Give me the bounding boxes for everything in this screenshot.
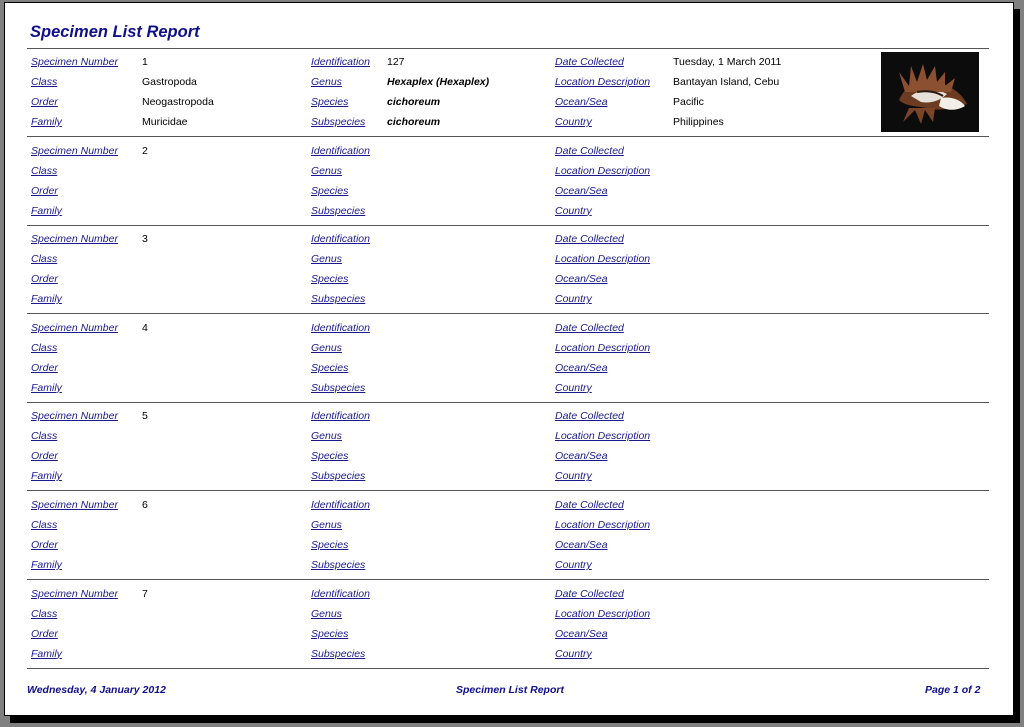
specimen-number-value: 7 [142, 587, 148, 600]
specimen-record [5, 227, 1013, 315]
order-label[interactable]: Order [31, 273, 58, 286]
specimen-number-label[interactable]: Specimen Number [31, 410, 118, 423]
family-label[interactable]: Family [31, 293, 62, 306]
identification-label[interactable]: Identification [311, 56, 370, 68]
footer-title: Specimen List Report [456, 684, 564, 696]
country-label[interactable]: Country [555, 470, 592, 483]
location-description-label[interactable]: Location Description [555, 76, 651, 88]
ocean-sea-label[interactable]: Ocean/Sea [555, 361, 608, 374]
specimen-record [5, 316, 1013, 404]
location-description-label[interactable]: Location Description [555, 341, 651, 354]
subspecies-label[interactable]: Subspecies [311, 647, 366, 660]
record-divider [27, 225, 989, 226]
location-description-label[interactable]: Location Description [555, 164, 651, 177]
class-label[interactable]: Class [31, 519, 58, 531]
class-label[interactable]: Class [31, 76, 58, 88]
subspecies-label[interactable]: Subspecies [311, 116, 366, 128]
family-label[interactable]: Family [31, 381, 62, 394]
identification-value: 127 [387, 56, 405, 68]
specimen-number-label[interactable]: Specimen Number [31, 233, 118, 246]
family-label[interactable]: Family [31, 559, 62, 571]
specimen-record [5, 139, 1013, 227]
species-label[interactable]: Species [311, 361, 349, 374]
date-collected-label[interactable]: Date Collected [555, 410, 624, 423]
country-label[interactable]: Country [555, 647, 592, 660]
date-collected-label[interactable]: Date Collected [555, 233, 624, 246]
record-divider [27, 668, 989, 669]
location-description-value: Bantayan Island, Cebu [673, 76, 780, 88]
subspecies-label[interactable]: Subspecies [311, 470, 366, 483]
ocean-sea-value: Pacific [673, 96, 704, 108]
order-label[interactable]: Order [31, 361, 58, 374]
ocean-sea-label[interactable]: Ocean/Sea [555, 450, 608, 463]
specimen-number-value: 2 [142, 144, 148, 157]
location-description-label[interactable]: Location Description [555, 519, 651, 531]
specimen-number-value: 4 [142, 321, 148, 334]
location-description-label[interactable]: Location Description [555, 430, 651, 443]
order-label[interactable]: Order [31, 184, 58, 197]
record-divider [27, 402, 989, 403]
species-label[interactable]: Species [311, 450, 349, 463]
country-label[interactable]: Country [555, 204, 592, 217]
ocean-sea-label[interactable]: Ocean/Sea [555, 539, 608, 551]
genus-label[interactable]: Genus [311, 607, 342, 620]
order-label[interactable]: Order [31, 96, 58, 108]
identification-label[interactable]: Identification [311, 410, 370, 423]
specimen-record [5, 404, 1013, 492]
specimen-number-value: 1 [142, 56, 148, 68]
specimen-record [5, 493, 1013, 581]
class-label[interactable]: Class [31, 164, 58, 177]
specimen-number-label[interactable]: Specimen Number [31, 56, 118, 68]
date-collected-label[interactable]: Date Collected [555, 321, 624, 334]
date-collected-label[interactable]: Date Collected [555, 499, 624, 511]
identification-label[interactable]: Identification [311, 144, 370, 157]
subspecies-label[interactable]: Subspecies [311, 381, 366, 394]
genus-label[interactable]: Genus [311, 76, 342, 88]
report-title: Specimen List Report [30, 23, 200, 41]
species-value: cichoreum [387, 96, 441, 108]
genus-label[interactable]: Genus [311, 341, 342, 354]
record-divider [27, 136, 989, 137]
date-collected-label[interactable]: Date Collected [555, 144, 624, 157]
country-label[interactable]: Country [555, 381, 592, 394]
order-label[interactable]: Order [31, 539, 58, 551]
shell-photo-icon [881, 52, 979, 132]
specimen-record [5, 582, 1013, 670]
footer-page-number: Page 1 of 2 [925, 684, 981, 696]
species-label[interactable]: Species [311, 184, 349, 197]
date-collected-label[interactable]: Date Collected [555, 56, 624, 68]
specimen-number-label[interactable]: Specimen Number [31, 321, 118, 334]
ocean-sea-label[interactable]: Ocean/Sea [555, 627, 608, 640]
ocean-sea-label[interactable]: Ocean/Sea [555, 184, 608, 197]
family-value: Muricidae [142, 116, 188, 128]
record-divider [27, 579, 989, 580]
order-label[interactable]: Order [31, 627, 58, 640]
species-label[interactable]: Species [311, 539, 349, 551]
location-description-label[interactable]: Location Description [555, 607, 651, 620]
country-label[interactable]: Country [555, 116, 592, 128]
location-description-label[interactable]: Location Description [555, 253, 651, 266]
class-value: Gastropoda [142, 76, 197, 88]
country-label[interactable]: Country [555, 293, 592, 306]
subspecies-label[interactable]: Subspecies [311, 204, 366, 217]
date-collected-value: Tuesday, 1 March 2011 [673, 56, 782, 68]
class-label[interactable]: Class [31, 607, 58, 620]
identification-label[interactable]: Identification [311, 499, 370, 511]
genus-label[interactable]: Genus [311, 519, 342, 531]
specimen-record [5, 50, 1013, 138]
ocean-sea-label[interactable]: Ocean/Sea [555, 96, 608, 108]
specimen-number-value: 3 [142, 233, 148, 246]
specimen-number-label[interactable]: Specimen Number [31, 144, 118, 157]
record-divider [27, 313, 989, 314]
order-value: Neogastropoda [142, 96, 214, 108]
genus-label[interactable]: Genus [311, 430, 342, 443]
family-label[interactable]: Family [31, 204, 62, 217]
identification-label[interactable]: Identification [311, 321, 370, 334]
subspecies-label[interactable]: Subspecies [311, 559, 366, 571]
genus-label[interactable]: Genus [311, 253, 342, 266]
report-page [4, 2, 1014, 716]
subspecies-label[interactable]: Subspecies [311, 293, 366, 306]
family-label[interactable]: Family [31, 470, 62, 483]
genus-label[interactable]: Genus [311, 164, 342, 177]
specimen-number-label[interactable]: Specimen Number [31, 587, 118, 600]
class-label[interactable]: Class [31, 430, 58, 443]
header-rule [27, 48, 989, 49]
record-divider [27, 490, 989, 491]
country-label[interactable]: Country [555, 559, 592, 571]
genus-value: Hexaplex (Hexaplex) [387, 76, 490, 88]
date-collected-label[interactable]: Date Collected [555, 587, 624, 600]
country-value: Philippines [673, 116, 724, 128]
class-label[interactable]: Class [31, 253, 58, 266]
subspecies-value: cichoreum [387, 116, 441, 128]
family-label[interactable]: Family [31, 647, 62, 660]
identification-label[interactable]: Identification [311, 233, 370, 246]
ocean-sea-label[interactable]: Ocean/Sea [555, 273, 608, 286]
family-label[interactable]: Family [31, 116, 62, 128]
species-label[interactable]: Species [311, 96, 349, 108]
specimen-number-value: 5 [142, 410, 148, 423]
identification-label[interactable]: Identification [311, 587, 370, 600]
species-label[interactable]: Species [311, 273, 349, 286]
order-label[interactable]: Order [31, 450, 58, 463]
footer-date: Wednesday, 4 January 2012 [27, 684, 166, 696]
specimen-number-value: 6 [142, 499, 148, 511]
species-label[interactable]: Species [311, 627, 349, 640]
specimen-number-label[interactable]: Specimen Number [31, 499, 118, 511]
class-label[interactable]: Class [31, 341, 58, 354]
